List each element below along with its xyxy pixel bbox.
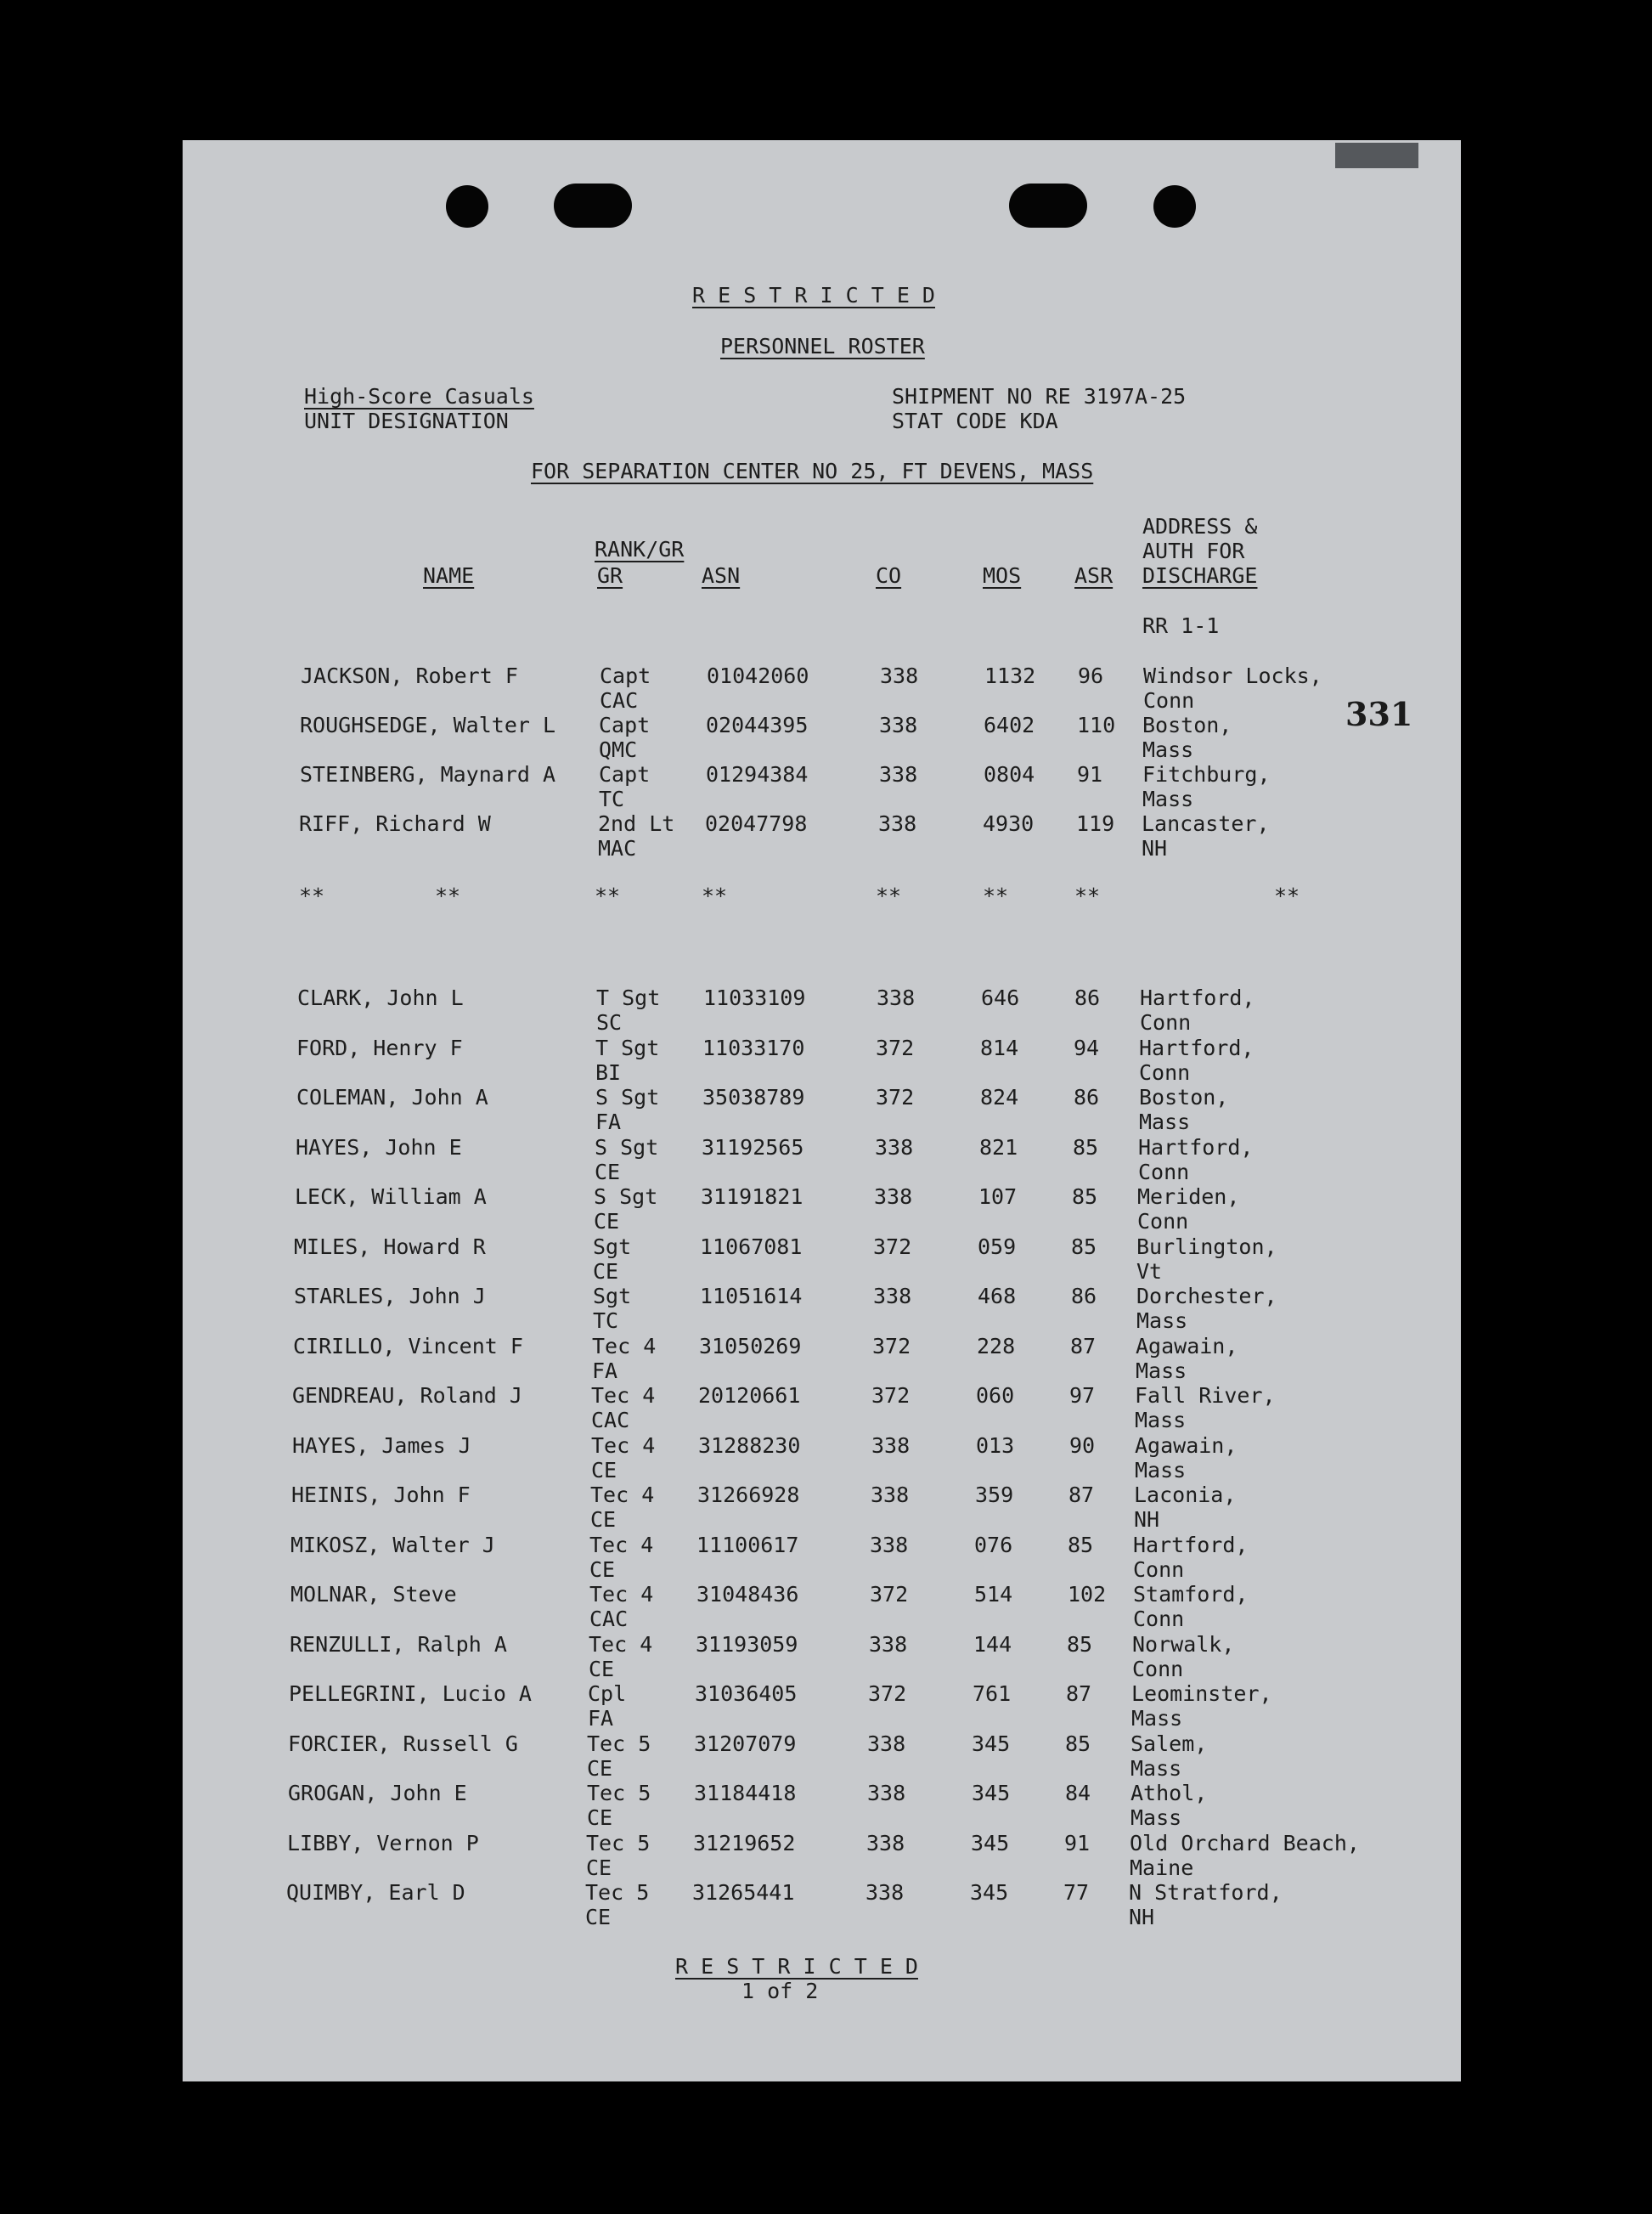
row-branch: CAC	[600, 688, 639, 713]
row-co: 338	[874, 1184, 913, 1209]
table-row	[0, 1085, 1652, 1134]
row-mos: 076	[974, 1532, 1013, 1557]
row-rank: T Sgt	[595, 1035, 660, 1060]
punch-hole	[1009, 184, 1087, 228]
row-asn: 31288230	[698, 1432, 801, 1458]
row-name: COLEMAN, John A	[296, 1085, 488, 1110]
row-rank: Tec 4	[591, 1383, 656, 1408]
table-row	[0, 1831, 1652, 1880]
row-asr: 85	[1065, 1731, 1091, 1756]
row-asr: 77	[1063, 1880, 1090, 1905]
row-asn: 31265441	[692, 1880, 795, 1905]
row-name: FORD, Henry F	[296, 1035, 463, 1060]
row-state: Conn	[1133, 1556, 1185, 1582]
row-city: Boston,	[1142, 713, 1232, 737]
separator-mark: **	[702, 884, 728, 908]
row-branch: CE	[589, 1556, 616, 1582]
col-mos: MOS	[983, 563, 1022, 588]
row-co: 338	[880, 664, 919, 688]
row-rank: Capt	[600, 664, 651, 688]
row-co: 372	[872, 1333, 911, 1358]
row-branch: MAC	[598, 836, 637, 861]
table-row	[0, 1632, 1652, 1681]
row-state: Mass	[1135, 1408, 1187, 1432]
row-mos: 821	[979, 1134, 1018, 1160]
punch-hole	[554, 184, 632, 228]
classification-top: R E S T R I C T E D	[692, 283, 935, 308]
row-name: RIFF, Richard W	[299, 811, 491, 836]
row-city: Salem,	[1130, 1731, 1208, 1756]
row-asr: 84	[1065, 1781, 1091, 1805]
row-name: LECK, William A	[295, 1184, 487, 1209]
row-name: MOLNAR, Steve	[290, 1582, 457, 1607]
table-row	[0, 1681, 1652, 1731]
row-mos: 345	[972, 1781, 1011, 1805]
row-asn: 31048436	[696, 1582, 799, 1607]
row-rank: Tec 4	[592, 1333, 657, 1358]
row-city: Laconia,	[1134, 1483, 1237, 1507]
row-state: Mass	[1142, 787, 1194, 811]
col-address-1: ADDRESS &	[1142, 514, 1258, 539]
table-row	[0, 1781, 1652, 1830]
row-mos: 059	[978, 1234, 1017, 1259]
row-branch: CAC	[591, 1408, 630, 1432]
row-asn: 11051614	[700, 1284, 803, 1308]
row-asr: 119	[1076, 811, 1115, 836]
row-mos: 824	[980, 1085, 1019, 1110]
row-branch: QMC	[599, 737, 638, 762]
col-asr: ASR	[1074, 563, 1114, 588]
row-asn: 11033170	[702, 1035, 805, 1060]
punch-hole	[1153, 185, 1196, 228]
row-mos: 0804	[984, 762, 1035, 787]
row-name: CIRILLO, Vincent F	[293, 1333, 523, 1358]
row-co: 372	[873, 1234, 912, 1259]
col-rank-group: RANK/GR	[595, 537, 685, 562]
stat-code: STAT CODE KDA	[892, 409, 1058, 433]
row-asr: 87	[1066, 1681, 1092, 1706]
row-asr: 97	[1069, 1383, 1096, 1408]
row-asn: 31184418	[694, 1781, 797, 1805]
row-name: HEINIS, John F	[291, 1483, 471, 1507]
row-city: N Stratford,	[1129, 1880, 1283, 1905]
row-city: Hartford,	[1138, 1134, 1254, 1160]
row-branch: CE	[589, 1656, 615, 1681]
row-co: 372	[876, 1085, 915, 1110]
row-branch: CE	[587, 1755, 613, 1781]
row-co: 338	[866, 1830, 905, 1855]
row-state: NH	[1134, 1507, 1160, 1532]
row-asr: 86	[1071, 1284, 1097, 1308]
row-state: Conn	[1138, 1159, 1190, 1184]
row-asn: 31266928	[697, 1483, 800, 1507]
row-branch: CE	[590, 1507, 617, 1532]
row-name: FORCIER, Russell G	[288, 1731, 518, 1756]
row-state: Conn	[1139, 1059, 1191, 1085]
row-asr: 85	[1067, 1631, 1093, 1657]
table-row	[0, 1582, 1652, 1631]
row-city: Hartford,	[1139, 1035, 1255, 1060]
row-rank: Capt	[599, 762, 651, 787]
row-city: Meriden,	[1137, 1184, 1240, 1209]
row-rank: Tec 4	[589, 1532, 654, 1557]
table-row	[0, 1135, 1652, 1184]
row-rank: S Sgt	[594, 1184, 658, 1209]
row-mos: 514	[974, 1582, 1013, 1607]
row-city: Old Orchard Beach,	[1130, 1830, 1360, 1855]
row-co: 372	[876, 1035, 915, 1060]
row-co: 372	[871, 1383, 911, 1408]
row-city: Boston,	[1139, 1085, 1229, 1110]
row-name: JACKSON, Robert F	[301, 664, 518, 688]
row-state: Vt	[1136, 1258, 1163, 1284]
row-branch: TC	[599, 787, 625, 811]
row-asr: 90	[1069, 1432, 1096, 1458]
separator-mark: **	[299, 884, 325, 908]
row-co: 338	[879, 713, 918, 737]
row-branch: CE	[594, 1209, 620, 1234]
classification-bottom: R E S T R I C T E D	[675, 1954, 918, 1979]
row-rank: S Sgt	[595, 1134, 659, 1160]
row-mos: 107	[978, 1184, 1018, 1209]
row-co: 338	[865, 1880, 905, 1905]
row-asr: 87	[1068, 1483, 1095, 1507]
row-state: Mass	[1139, 1110, 1191, 1134]
row-rank: Tec 4	[590, 1483, 655, 1507]
row-rank: Capt	[599, 713, 651, 737]
row-name: RENZULLI, Ralph A	[290, 1631, 507, 1657]
row-rank: T Sgt	[596, 986, 661, 1010]
row-name: MIKOSZ, Walter J	[290, 1532, 495, 1557]
row-co: 338	[871, 1483, 910, 1507]
row-name: MILES, Howard R	[294, 1234, 486, 1259]
punch-hole	[446, 185, 488, 228]
row-state: Conn	[1140, 1010, 1192, 1035]
authority: RR 1-1	[1142, 613, 1220, 638]
row-name: CLARK, John L	[297, 986, 464, 1010]
shipment-number: SHIPMENT NO RE 3197A-25	[892, 384, 1187, 409]
row-mos: 1132	[984, 664, 1036, 688]
table-row	[0, 811, 1652, 861]
row-co: 338	[870, 1532, 909, 1557]
row-city: Agawain,	[1136, 1333, 1238, 1358]
row-state: Conn	[1143, 688, 1195, 713]
paper-tab	[1335, 143, 1418, 168]
col-name: NAME	[423, 563, 475, 588]
row-asr: 86	[1074, 986, 1101, 1010]
row-name: ROUGHSEDGE, Walter L	[300, 713, 556, 737]
row-asn: 31219652	[693, 1830, 796, 1855]
table-row	[0, 762, 1652, 811]
row-asn: 01042060	[707, 664, 809, 688]
page-title: PERSONNEL ROSTER	[720, 334, 925, 359]
row-name: STEINBERG, Maynard A	[300, 762, 556, 787]
col-address-2: AUTH FOR	[1142, 539, 1245, 563]
row-branch: CAC	[589, 1607, 629, 1631]
unit-name: High-Score Casuals	[304, 384, 534, 409]
row-state: Mass	[1136, 1358, 1187, 1383]
table-row	[0, 986, 1652, 1035]
row-mos: 814	[980, 1035, 1019, 1060]
row-branch: FA	[592, 1358, 618, 1383]
separator-mark: **	[876, 884, 902, 908]
row-branch: CE	[591, 1457, 617, 1483]
row-rank: Tec 4	[589, 1631, 653, 1657]
row-city: Hartford,	[1133, 1532, 1249, 1557]
separator-mark: **	[1274, 884, 1300, 908]
row-mos: 359	[975, 1483, 1014, 1507]
row-rank: Tec 4	[589, 1582, 654, 1607]
row-state: Conn	[1133, 1607, 1185, 1631]
destination: FOR SEPARATION CENTER NO 25, FT DEVENS, MASS	[531, 459, 1094, 483]
row-co: 338	[873, 1284, 912, 1308]
row-asr: 85	[1071, 1234, 1097, 1259]
row-co: 338	[878, 811, 917, 836]
row-city: Athol,	[1130, 1781, 1208, 1805]
row-branch: FA	[588, 1706, 614, 1731]
row-rank: 2nd Lt	[598, 811, 675, 836]
row-mos: 228	[977, 1333, 1016, 1358]
row-rank: Sgt	[593, 1234, 632, 1259]
row-asr: 102	[1068, 1582, 1107, 1607]
row-co: 372	[868, 1681, 907, 1706]
row-city: Dorchester,	[1136, 1284, 1277, 1308]
row-asr: 91	[1077, 762, 1103, 787]
row-asn: 11033109	[703, 986, 806, 1010]
row-asr: 85	[1073, 1134, 1099, 1160]
row-rank: S Sgt	[595, 1085, 660, 1110]
row-co: 338	[879, 762, 918, 787]
row-branch: SC	[596, 1010, 623, 1035]
row-city: Agawain,	[1135, 1432, 1238, 1458]
row-co: 338	[877, 986, 916, 1010]
row-asn: 31050269	[699, 1333, 802, 1358]
row-asn: 31207079	[694, 1731, 797, 1756]
row-co: 338	[871, 1432, 911, 1458]
row-branch: BI	[595, 1059, 622, 1085]
page-number: 1 of 2	[741, 1979, 819, 2003]
separator-mark: **	[1074, 884, 1101, 908]
stamped-number: 331	[1345, 695, 1413, 733]
row-asr: 91	[1064, 1830, 1091, 1855]
row-rank: Sgt	[593, 1284, 632, 1308]
row-state: Mass	[1131, 1706, 1183, 1731]
separator-mark: **	[983, 884, 1009, 908]
row-asr: 87	[1070, 1333, 1097, 1358]
row-state: Mass	[1136, 1308, 1188, 1333]
row-state: Conn	[1132, 1656, 1184, 1681]
table-row	[0, 664, 1652, 713]
col-gr: GR	[597, 563, 623, 588]
row-rank: Tec 5	[587, 1781, 651, 1805]
row-branch: TC	[593, 1308, 619, 1333]
separator-mark: **	[435, 884, 461, 908]
row-asn: 31036405	[695, 1681, 798, 1706]
row-state: Maine	[1130, 1855, 1194, 1880]
row-asn: 11067081	[700, 1234, 803, 1259]
row-branch: CE	[587, 1805, 613, 1830]
row-state: Mass	[1130, 1755, 1182, 1781]
row-asr: 85	[1072, 1184, 1098, 1209]
row-mos: 345	[972, 1731, 1011, 1756]
table-row	[0, 1184, 1652, 1234]
row-branch: CE	[595, 1159, 621, 1184]
row-state: Mass	[1130, 1805, 1182, 1830]
row-rank: Tec 5	[587, 1731, 651, 1756]
row-rank: Tec 5	[585, 1880, 650, 1905]
row-mos: 144	[973, 1631, 1012, 1657]
row-branch: CE	[593, 1258, 619, 1284]
row-asn: 20120661	[698, 1383, 801, 1408]
row-state: Mass	[1142, 737, 1194, 762]
row-name: HAYES, James J	[292, 1432, 471, 1458]
table-row	[0, 1284, 1652, 1333]
col-asn: ASN	[702, 563, 741, 588]
row-state: Conn	[1137, 1209, 1189, 1234]
row-co: 338	[867, 1781, 906, 1805]
row-asr: 86	[1074, 1085, 1100, 1110]
table-row	[0, 1334, 1652, 1383]
row-rank: Tec 4	[591, 1432, 656, 1458]
row-mos: 761	[973, 1681, 1012, 1706]
row-mos: 345	[971, 1830, 1010, 1855]
row-asr: 110	[1077, 713, 1116, 737]
row-co: 338	[867, 1731, 906, 1756]
row-asn: 02047798	[705, 811, 808, 836]
col-address-3: DISCHARGE	[1142, 563, 1258, 588]
row-rank: Cpl	[588, 1681, 627, 1706]
row-state: Mass	[1135, 1457, 1187, 1483]
row-name: GROGAN, John E	[288, 1781, 467, 1805]
row-city: Leominster,	[1131, 1681, 1272, 1706]
row-name: STARLES, John J	[294, 1284, 486, 1308]
separator-mark: **	[595, 884, 621, 908]
row-co: 338	[875, 1134, 914, 1160]
row-asr: 94	[1074, 1035, 1100, 1060]
row-rank: Tec 5	[586, 1830, 651, 1855]
row-asn: 31193059	[696, 1631, 798, 1657]
row-city: Fall River,	[1135, 1383, 1276, 1408]
row-city: Lancaster,	[1142, 811, 1270, 836]
row-city: Burlington,	[1136, 1234, 1277, 1259]
table-row	[0, 1483, 1652, 1532]
row-mos: 345	[970, 1880, 1009, 1905]
row-asr: 96	[1078, 664, 1104, 688]
row-state: NH	[1142, 836, 1168, 861]
row-asn: 01294384	[706, 762, 809, 787]
row-branch: CE	[586, 1855, 612, 1880]
table-row	[0, 1383, 1652, 1432]
row-name: GENDREAU, Roland J	[292, 1383, 522, 1408]
table-row	[0, 1880, 1652, 1929]
row-name: PELLEGRINI, Lucio A	[289, 1681, 532, 1706]
row-name: HAYES, John E	[296, 1134, 462, 1160]
row-mos: 468	[978, 1284, 1017, 1308]
row-mos: 4930	[983, 811, 1035, 836]
row-name: QUIMBY, Earl D	[286, 1880, 465, 1905]
row-co: 372	[870, 1582, 909, 1607]
table-row	[0, 1433, 1652, 1483]
table-row	[0, 1036, 1652, 1085]
row-mos: 060	[976, 1383, 1015, 1408]
table-row	[0, 713, 1652, 762]
row-co: 338	[869, 1631, 908, 1657]
table-row	[0, 1234, 1652, 1284]
table-row	[0, 1533, 1652, 1582]
row-mos: 6402	[984, 713, 1035, 737]
row-mos: 013	[976, 1432, 1015, 1458]
row-city: Stamford,	[1133, 1582, 1249, 1607]
row-asn: 31192565	[702, 1134, 804, 1160]
row-name: LIBBY, Vernon P	[287, 1830, 479, 1855]
row-asn: 35038789	[702, 1085, 805, 1110]
row-mos: 646	[981, 986, 1020, 1010]
row-branch: FA	[595, 1110, 622, 1134]
row-city: Hartford,	[1140, 986, 1255, 1010]
row-asn: 11100617	[696, 1532, 799, 1557]
row-city: Fitchburg,	[1142, 762, 1271, 787]
row-state: NH	[1129, 1905, 1155, 1929]
table-row	[0, 1731, 1652, 1781]
row-asr: 85	[1068, 1532, 1094, 1557]
col-co: CO	[876, 563, 902, 588]
unit-label: UNIT DESIGNATION	[304, 409, 509, 433]
row-asn: 31191821	[701, 1184, 803, 1209]
row-city: Windsor Locks,	[1143, 664, 1322, 688]
row-branch: CE	[585, 1905, 612, 1929]
row-asn: 02044395	[706, 713, 809, 737]
row-city: Norwalk,	[1132, 1631, 1235, 1657]
